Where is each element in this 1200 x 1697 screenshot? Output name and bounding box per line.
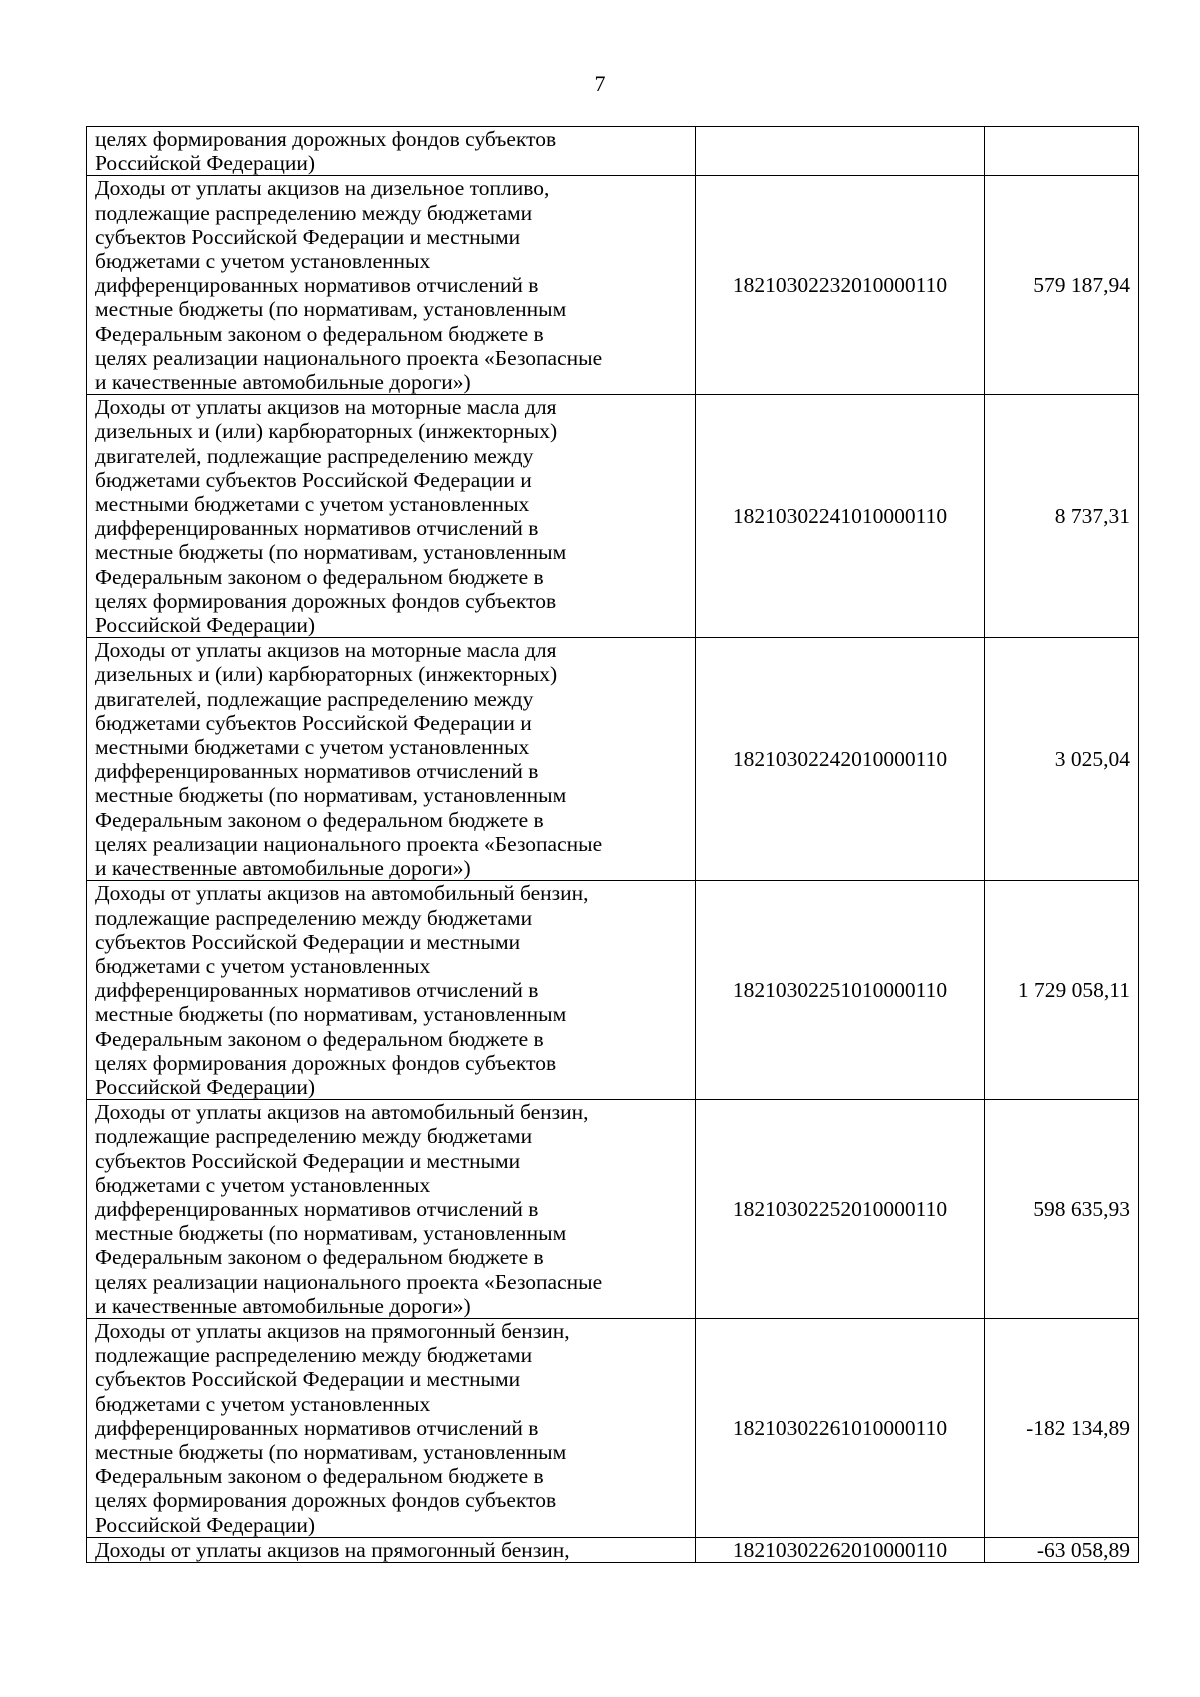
table-body xyxy=(87,127,1139,1563)
revenue-description-cell xyxy=(87,1537,696,1562)
description-line: дифференцированных нормативов отчислений в xyxy=(95,273,539,298)
description-line: дифференцированных нормативов отчислений в xyxy=(95,1196,539,1221)
description-line: дизельных и (или) карбюраторных (инжекторных) xyxy=(95,419,558,444)
description-line: целях формирования дорожных фондов субъектов xyxy=(95,588,557,613)
description-line: субъектов Российской Федерации и местными xyxy=(95,1367,521,1392)
amount-cell: 579 187,94 xyxy=(985,176,1139,395)
description-line: целях реализации национального проекта «Безопасные xyxy=(95,345,603,370)
description-line: бюджетами с учетом установленных xyxy=(95,1172,431,1197)
description-line: субъектов Российской Федерации и местными xyxy=(95,929,521,954)
budget-classification-code-cell: 18210302242010000110 xyxy=(696,638,985,881)
description-line: двигателей, подлежащие распределению между xyxy=(95,443,534,468)
description-line: целях формирования дорожных фондов субъектов xyxy=(95,1488,557,1513)
description-line: дизельных и (или) карбюраторных (инжекторных) xyxy=(95,662,558,687)
description-line: целях реализации национального проекта «Безопасные xyxy=(95,1269,603,1294)
amount-cell: 1 729 058,11 xyxy=(985,881,1139,1100)
description-line: местными бюджетами с учетом установленных xyxy=(95,492,530,517)
description-line: подлежащие распределению между бюджетами xyxy=(95,1124,533,1149)
revenue-description-cell xyxy=(87,127,696,176)
description-line: Федеральным законом о федеральном бюджете в xyxy=(95,1245,544,1270)
description-line: подлежащие распределению между бюджетами xyxy=(95,905,533,930)
description-line: Федеральным законом о федеральном бюджете в xyxy=(95,1026,544,1051)
description-line: Доходы от уплаты акцизов на моторные масла для xyxy=(95,638,557,663)
description-line: местные бюджеты (по нормативам, установленным xyxy=(95,1439,567,1464)
table-row xyxy=(87,176,1139,395)
description-line: местными бюджетами с учетом установленных xyxy=(95,735,530,760)
revenue-description-cell xyxy=(87,638,696,881)
description-line: Доходы от уплаты акцизов на дизельное топливо, xyxy=(95,176,550,201)
description-line: подлежащие распределению между бюджетами xyxy=(95,1343,533,1368)
budget-classification-code-cell: 18210302232010000110 xyxy=(696,176,985,395)
description-line: Федеральным законом о федеральном бюджете в xyxy=(95,1464,544,1489)
amount-cell: -63 058,89 xyxy=(985,1537,1139,1562)
description-line: Доходы от уплаты акцизов на автомобильный бензин, xyxy=(95,881,589,906)
description-line: местные бюджеты (по нормативам, установленным xyxy=(95,1002,567,1027)
table-row xyxy=(87,1318,1139,1537)
description-line: дифференцированных нормативов отчислений в xyxy=(95,1415,539,1440)
description-line: Федеральным законом о федеральном бюджете в xyxy=(95,807,544,832)
description-line: местные бюджеты (по нормативам, установленным xyxy=(95,540,567,565)
table-row xyxy=(87,881,1139,1100)
table-row xyxy=(87,638,1139,881)
revenue-description-cell xyxy=(87,881,696,1100)
description-line: бюджетами субъектов Российской Федерации и xyxy=(95,467,532,492)
description-line: местные бюджеты (по нормативам, установленным xyxy=(95,783,567,808)
description-line: целях формирования дорожных фондов субъектов xyxy=(95,127,557,151)
budget-classification-code-cell: 18210302251010000110 xyxy=(696,881,985,1100)
description-line: субъектов Российской Федерации и местными xyxy=(95,1148,521,1173)
amount-cell: -182 134,89 xyxy=(985,1318,1139,1537)
description-line: Российской Федерации) xyxy=(95,1512,316,1537)
table-row xyxy=(87,395,1139,638)
description-line: Доходы от уплаты акцизов на прямогонный бензин, xyxy=(95,1537,570,1562)
budget-classification-code-cell xyxy=(696,127,985,176)
description-line: и качественные автомобильные дороги») xyxy=(95,1293,471,1318)
amount-cell: 8 737,31 xyxy=(985,395,1139,638)
description-line: Федеральным законом о федеральном бюджете в xyxy=(95,321,544,346)
description-line: Доходы от уплаты акцизов на моторные масла для xyxy=(95,395,557,420)
revenue-description-cell xyxy=(87,176,696,395)
description-line: бюджетами субъектов Российской Федерации и xyxy=(95,710,532,735)
description-line: Российской Федерации) xyxy=(95,1074,316,1099)
description-line: Российской Федерации) xyxy=(95,613,316,638)
description-line: местные бюджеты (по нормативам, установленным xyxy=(95,1221,567,1246)
revenue-description-cell xyxy=(87,395,696,638)
table-row xyxy=(87,1100,1139,1319)
description-line: целях формирования дорожных фондов субъектов xyxy=(95,1050,557,1075)
description-line: бюджетами с учетом установленных xyxy=(95,249,431,274)
budget-classification-code-cell: 18210302261010000110 xyxy=(696,1318,985,1537)
description-line: целях реализации национального проекта «Безопасные xyxy=(95,831,603,856)
budget-classification-code-cell: 18210302262010000110 xyxy=(696,1537,985,1562)
description-line: бюджетами с учетом установленных xyxy=(95,953,431,978)
description-line: дифференцированных нормативов отчислений в xyxy=(95,759,539,784)
description-line: Доходы от уплаты акцизов на прямогонный бензин, xyxy=(95,1318,570,1343)
description-line: субъектов Российской Федерации и местными xyxy=(95,224,521,249)
description-line: двигателей, подлежащие распределению между xyxy=(95,686,534,711)
amount-cell xyxy=(985,127,1139,176)
revenue-description-cell xyxy=(87,1318,696,1537)
page-number: 7 xyxy=(594,71,606,96)
description-line: подлежащие распределению между бюджетами xyxy=(95,200,533,225)
description-line: и качественные автомобильные дороги») xyxy=(95,856,471,881)
table-row xyxy=(87,127,1139,176)
revenue-table xyxy=(86,126,1139,1563)
amount-cell: 598 635,93 xyxy=(985,1100,1139,1319)
description-line: местные бюджеты (по нормативам, установленным xyxy=(95,297,567,322)
description-line: дифференцированных нормативов отчислений в xyxy=(95,978,539,1003)
table-row xyxy=(87,1537,1139,1562)
description-line: Российской Федерации) xyxy=(95,151,316,176)
description-line: Федеральным законом о федеральном бюджете в xyxy=(95,564,544,589)
description-line: дифференцированных нормативов отчислений в xyxy=(95,516,539,541)
description-line: и качественные автомобильные дороги») xyxy=(95,370,471,395)
revenue-description-cell xyxy=(87,1100,696,1319)
description-line: Доходы от уплаты акцизов на автомобильный бензин, xyxy=(95,1100,589,1125)
budget-classification-code-cell: 18210302252010000110 xyxy=(696,1100,985,1319)
amount-cell: 3 025,04 xyxy=(985,638,1139,881)
budget-classification-code-cell: 18210302241010000110 xyxy=(696,395,985,638)
description-line: бюджетами с учетом установленных xyxy=(95,1391,431,1416)
